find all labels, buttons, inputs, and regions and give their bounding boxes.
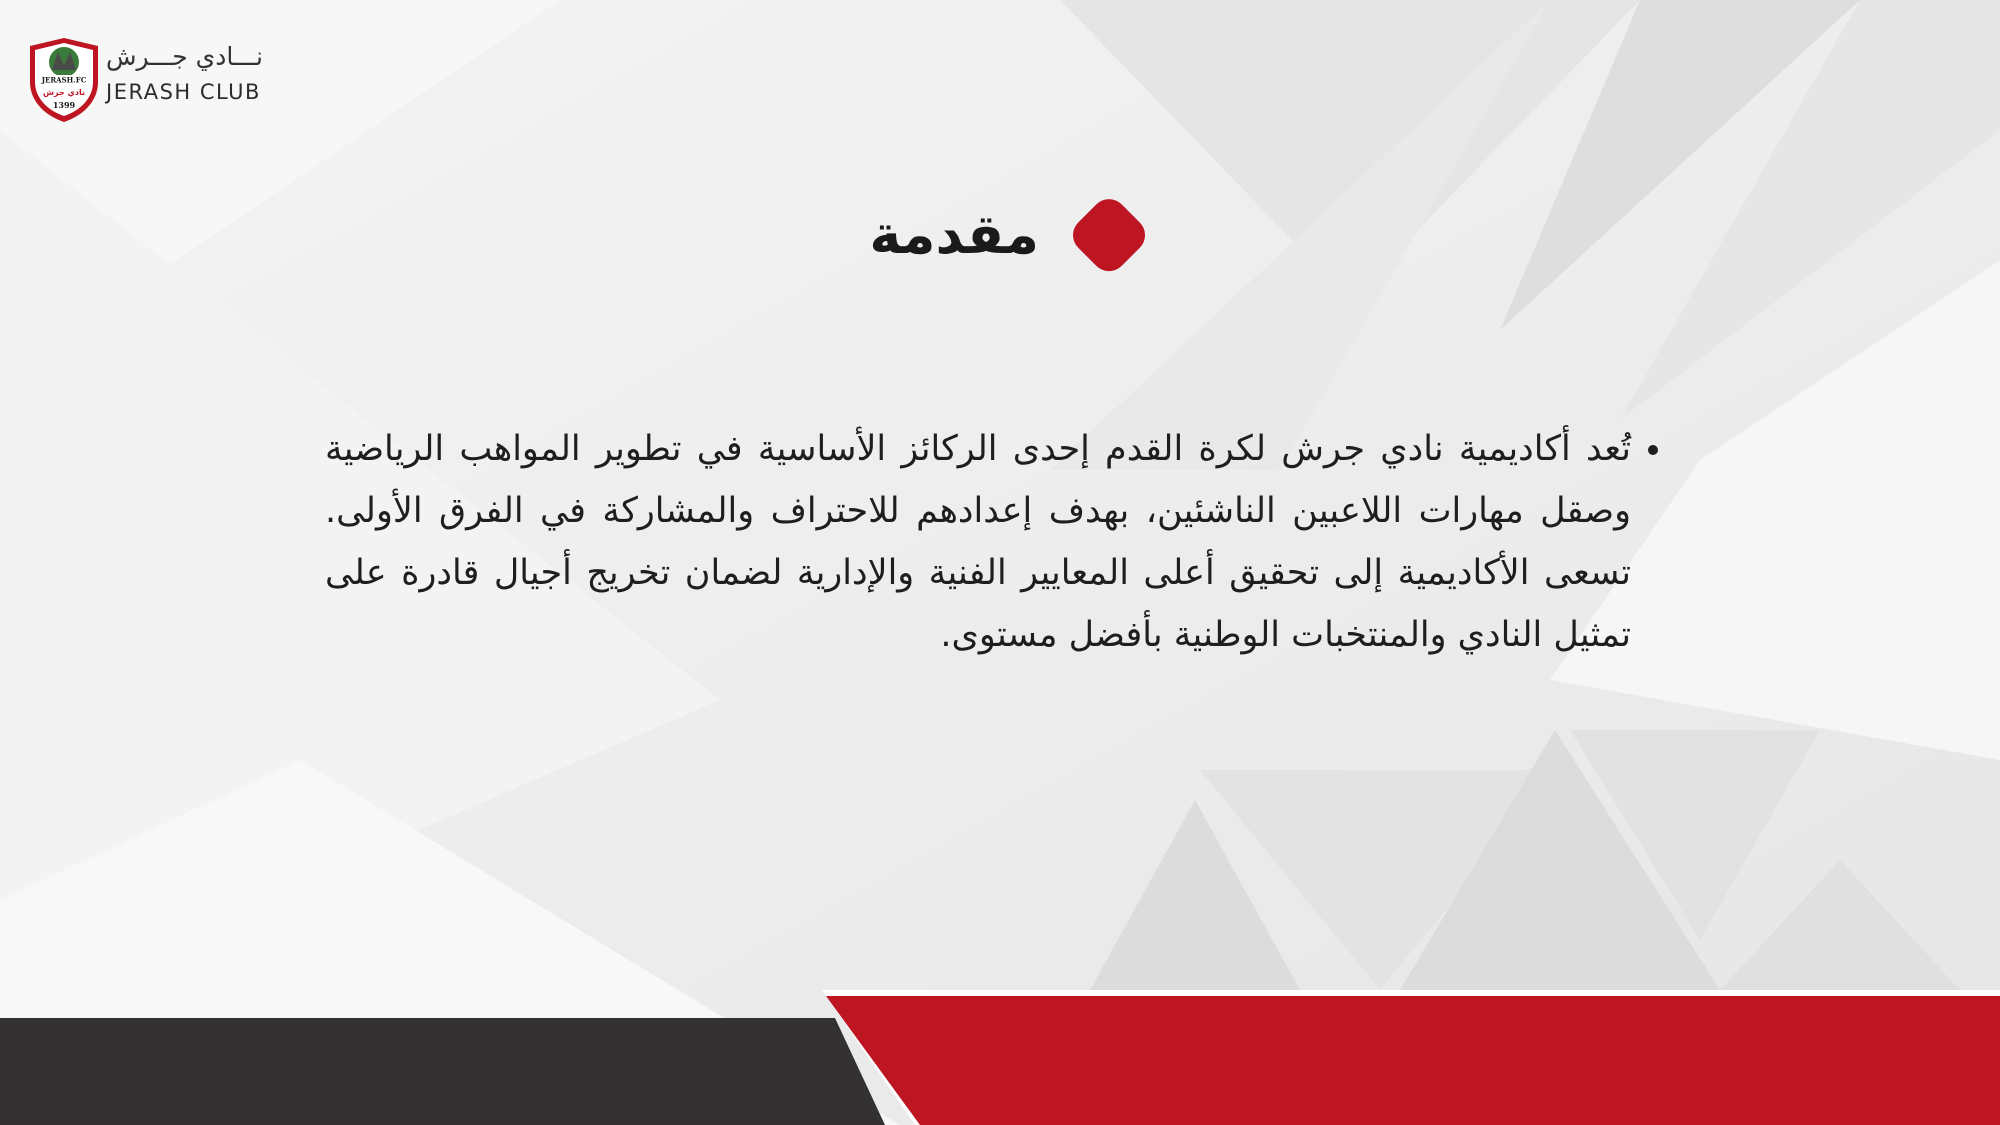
bullet-list [325, 418, 1665, 666]
brand-name-english: JERASH CLUB [106, 80, 261, 104]
slide-title-row [855, 180, 1155, 290]
crest-text-top: JERASH.FC [41, 75, 87, 85]
crest-text-middle: نادي جرش [42, 88, 86, 97]
brand-name-arabic: نـــادي جـــرش [106, 42, 263, 71]
slide-title: مقدمة [869, 203, 1039, 266]
red-diamond-icon [1063, 189, 1155, 281]
bullet-item: • تُعد أكاديمية نادي جرش لكرة القدم إحدى الركائز الأساسية في تطوير المواهب الرياضية وصقل مهارات اللاعبين الناشئين، بهدف إعدادهم للاحتراف والمشاركة في الفرق الأولى. تسعى الأكاديمية إلى تحقيق أعلى المعايير الفنية والإدارية لضمان تخريج أجيال قادرة على تمثيل النادي والمنتخبات الوطنية بأفضل مستوى. [325, 418, 1631, 666]
crest-text-year: 1399 [52, 100, 76, 110]
slide-body [325, 418, 1665, 666]
club-crest-logo [28, 36, 100, 124]
